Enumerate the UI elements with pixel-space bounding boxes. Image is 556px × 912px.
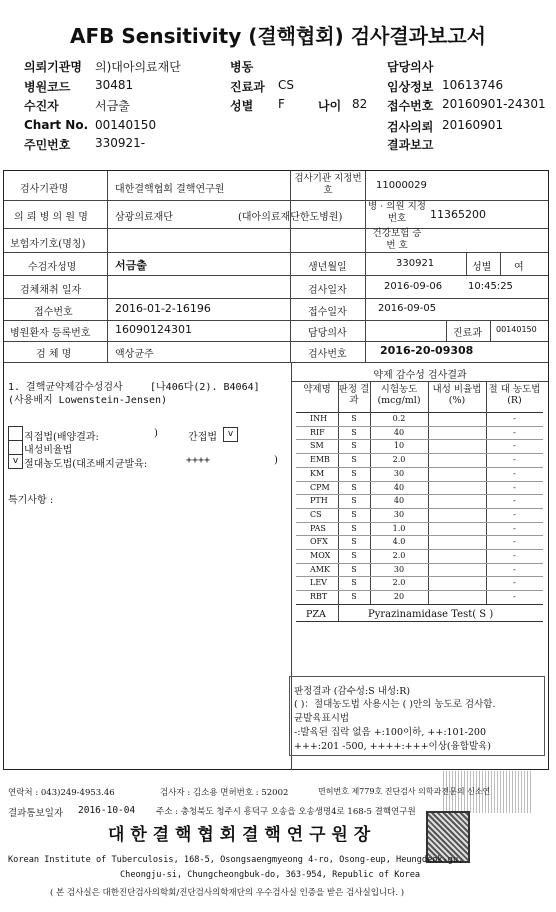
dob-label: 생년월일 [308,262,347,273]
table-cell-res: S [351,496,357,506]
header-label: 검사의뢰 [387,120,434,134]
table-cell-res: S [351,578,357,588]
legend-line: +++:201 -500, ++++:+++이상(융합발육) [294,741,492,752]
results-header: 시험농도 (mcg/ml) [377,384,421,406]
ratio-method-label: 내성비율법 [24,445,73,456]
receipt-label: 접수번호 [34,307,73,318]
exam-no-label: 검사번호 [308,349,347,360]
req-org-value: 삼광의료재단 [115,212,173,223]
header-value: 서금출 [95,99,130,113]
indirect-method-checkbox: v [223,427,238,442]
abs-conc-checkbox: v [8,454,23,469]
table-rule [296,563,543,564]
table-cell-conc: 2.0 [392,455,406,465]
table-cell-res: S [351,592,357,602]
req-clinic-value: 11365200 [430,208,486,221]
direct-method-label: 직접법(배양결과: [24,432,99,443]
certification-note: ( 본 검사실은 대한진단검사의학회/진단검사의학재단의 우수검사실 인증을 받은 검사실입니다. ) [50,888,405,898]
table-cell-abs: - [513,427,516,437]
table-cell-abs: - [513,564,516,574]
table-rule [296,508,543,509]
direct-method-checkbox [8,426,23,441]
table-cell-abs: - [513,482,516,492]
table-cell-conc: 0.2 [392,414,406,423]
dept-value: 00140150 [496,325,537,334]
table-cell-abs: - [513,592,516,602]
header-value: 10613746 [442,78,504,92]
table-rule [296,604,543,605]
table-cell-drug: PTH [310,496,328,506]
table-cell-res: S [351,468,357,478]
direct-method-close: ) [154,428,158,439]
table-cell-drug: EMB [310,455,330,465]
exam-designation-value: 11000029 [376,180,427,191]
table-rule [296,412,543,413]
table-rule [296,439,543,440]
table-rule [296,576,543,577]
table-cell-res: S [351,482,357,492]
receipt-value: 2016-01-2-16196 [115,302,211,315]
header-value: CS [278,78,294,92]
table-cell-abs: - [513,551,516,560]
header-value: 의)대아의료재단 [95,60,181,74]
collect-date-label: 검체채취 일자 [20,285,82,296]
table-cell-res: S [351,441,357,451]
legend-line: 균발육표시법 [294,713,350,724]
table-cell-abs: - [513,537,516,547]
table-cell-conc: 40 [393,427,405,437]
english-address: Cheongju-si, Chungcheongbuk-do, 363-954, Republic of Korea [120,870,421,880]
table-cell-abs: - [513,414,516,423]
table-rule [296,535,543,536]
header-label: 병원코드 [24,80,71,94]
header-label: Chart No. [24,118,89,132]
indirect-method-label: 간접법 [188,432,217,443]
sex-label: 성별 [472,262,492,273]
table-cell-drug: INH [310,414,328,423]
table-cell-abs: - [513,441,516,451]
test-medium: (사용배지 Lowenstein-Jensen) [8,395,168,406]
ratio-method-checkbox [8,440,23,455]
table-cell-res: S [351,564,357,574]
table-cell-conc: 10 [393,441,405,451]
table-cell-conc: 2.0 [392,578,406,588]
abs-conc-value: ++++ [186,455,211,466]
table-rule [296,426,543,427]
results-header: 약제명 [303,384,331,395]
report-date-value: 2016-10-04 [78,805,136,816]
table-cell-res: S [351,551,357,560]
patient-label: 수검자성명 [28,262,77,273]
header-label: 진료과 [230,80,265,94]
req-org-note: (대아의료재단한도병원) [238,212,343,223]
table-cell-res: S [351,414,357,423]
table-cell-conc: 2.0 [392,551,406,560]
header-label: 접수번호 [387,99,434,113]
table-cell-abs: - [513,509,516,519]
pza-label: PZA [306,608,326,620]
license-text: 면허번호 제779호 진단검사 의학과전문의 신소연 [318,787,491,796]
table-cell-conc: 30 [393,564,405,574]
exam-date-label: 검사일자 [308,285,347,296]
results-header: 판정 결과 [338,384,370,406]
table-cell-conc: 20 [393,592,405,602]
table-rule [296,467,543,468]
table-cell-conc: 40 [393,496,405,506]
header-value: F [278,97,285,111]
table-cell-res: S [351,455,357,465]
header-label: 임상정보 [387,80,434,94]
table-rule [296,549,543,550]
table-cell-conc: 4.0 [392,537,406,547]
exam-org-label: 검사기관명 [20,184,69,195]
header-label: 수진자 [24,99,59,113]
header-label: 나이 [318,99,342,113]
specimen-label: 검 체 명 [36,349,72,360]
exam-time-value: 10:45:25 [468,281,513,292]
table-cell-drug: MOX [310,551,331,560]
exam-org-value: 대한결핵협회 결핵연구원 [115,184,225,195]
results-header: 절 대 농도법(R) [488,384,541,406]
table-cell-res: S [351,523,357,533]
header-value: 00140150 [95,118,157,132]
receipt-date-value: 2016-09-05 [378,303,437,314]
header-label: 결과보고 [387,138,434,152]
table-cell-drug: KM [310,468,325,478]
table-cell-abs: - [513,496,516,506]
table-rule [296,522,543,523]
results-header: 내성 비율법(%) [432,384,482,406]
table-cell-drug: PAS [310,523,326,533]
table-cell-res: S [351,537,357,547]
table-cell-abs: - [513,455,516,465]
header-label: 담당의사 [387,60,434,74]
table-cell-drug: RBT [310,592,328,602]
table-rule [296,621,543,622]
exam-date-value: 2016-09-06 [384,281,443,292]
abs-conc-label: 절대농도법(대조배지균발육: [24,459,148,470]
legend-line: -:발육된 집락 없음 +:100이하, ++:101-200 [294,727,486,738]
patient-value: 서금출 [115,259,147,272]
header-value: 30481 [95,78,134,92]
address-text: 주소 : 충청북도 청주시 흥덕구 오송읍 오송생명4로 168-5 결핵연구원 [156,807,416,817]
table-cell-conc: 40 [393,482,405,492]
english-address: Korean Institute of Tuberculosis, 168-5, Osongsaengmyeong 4-ro, Osong-eup, Heungdeok-gu, [8,855,464,865]
req-clinic-label: 병 · 의원 지정번호 [368,201,426,224]
institute-name: 대 한 결 핵 협 회 결 핵 연 구 원 장 [108,825,371,845]
table-cell-conc: 1.0 [392,523,406,533]
pza-value: Pyrazinamidase Test( S ) [368,608,494,620]
dob-value: 330921 [396,258,435,269]
header-label: 병동 [230,60,254,74]
table-rule [296,494,543,495]
table-cell-conc: 30 [393,468,405,478]
table-cell-drug: LEV [310,578,327,588]
sex-value: 여 [514,262,524,273]
table-cell-drug: OFX [310,537,328,547]
insurance-label: 보험자기호(명칭) [10,239,86,250]
table-cell-abs: - [513,468,516,478]
header-value: 20160901-24301 [442,97,546,111]
receipt-date-label: 접수일자 [308,307,347,318]
table-cell-drug: AMK [310,564,330,574]
table-rule [428,382,429,604]
table-cell-drug: CPM [310,482,330,492]
table-rule [296,590,543,591]
hosp-reg-label: 병원환자 등록번호 [10,328,91,339]
table-cell-res: S [351,427,357,437]
table-cell-drug: SM [310,441,324,451]
table-rule [338,604,339,621]
header-value: 82 [352,97,368,111]
exam-designation-label: 검사기관 지정번호 [294,173,362,196]
report-title: AFB Sensitivity (결핵협회) 검사결과보고서 [70,24,486,48]
examiner-text: 검사자 : 김소용 면허번호 : 52002 [160,788,289,798]
exam-no-value: 2016-20-09308 [380,344,474,357]
req-org-label: 의 뢰 병 의 원 명 [14,212,88,223]
table-cell-drug: RIF [310,427,325,437]
table-cell-drug: CS [310,509,322,519]
header-value: 20160901 [442,118,504,132]
legend-line: ( )：절대농도법 사용시는 ( )안의 농도로 검사함. [294,699,496,710]
special-notes-label: 특기사항 : [8,495,54,506]
doctor-label: 담당의사 [308,328,347,339]
table-rule [296,453,543,454]
table-cell-res: S [351,509,357,519]
header-label: 주민번호 [24,138,71,152]
dept-label: 진료과 [453,328,482,339]
table-rule [296,481,543,482]
specimen-value: 액상균주 [115,349,154,360]
contact-text: 연락처 : 043)249-4953.46 [8,788,115,798]
header-label: 의뢰기관명 [24,60,82,74]
abs-conc-close: ) [274,455,278,466]
report-date-label: 결과통보일자 [8,808,64,819]
header-label: 성별 [230,99,254,113]
table-cell-conc: 30 [393,509,405,519]
test-name: 1. 결핵균약제감수성검사 [8,382,123,393]
results-title: 약제 감수성 검사결과 [373,370,467,381]
test-code: [나406다(2). B4064] [150,382,260,393]
insurance-card-label: 건강보험 증 번 호 [372,228,422,251]
table-cell-abs: - [513,523,516,533]
header-value: 330921- [95,136,146,150]
legend-line: 판정결과 (감수성:S 내성:R) [294,686,411,697]
hosp-reg-value: 16090124301 [115,323,192,336]
table-cell-abs: - [513,578,516,588]
